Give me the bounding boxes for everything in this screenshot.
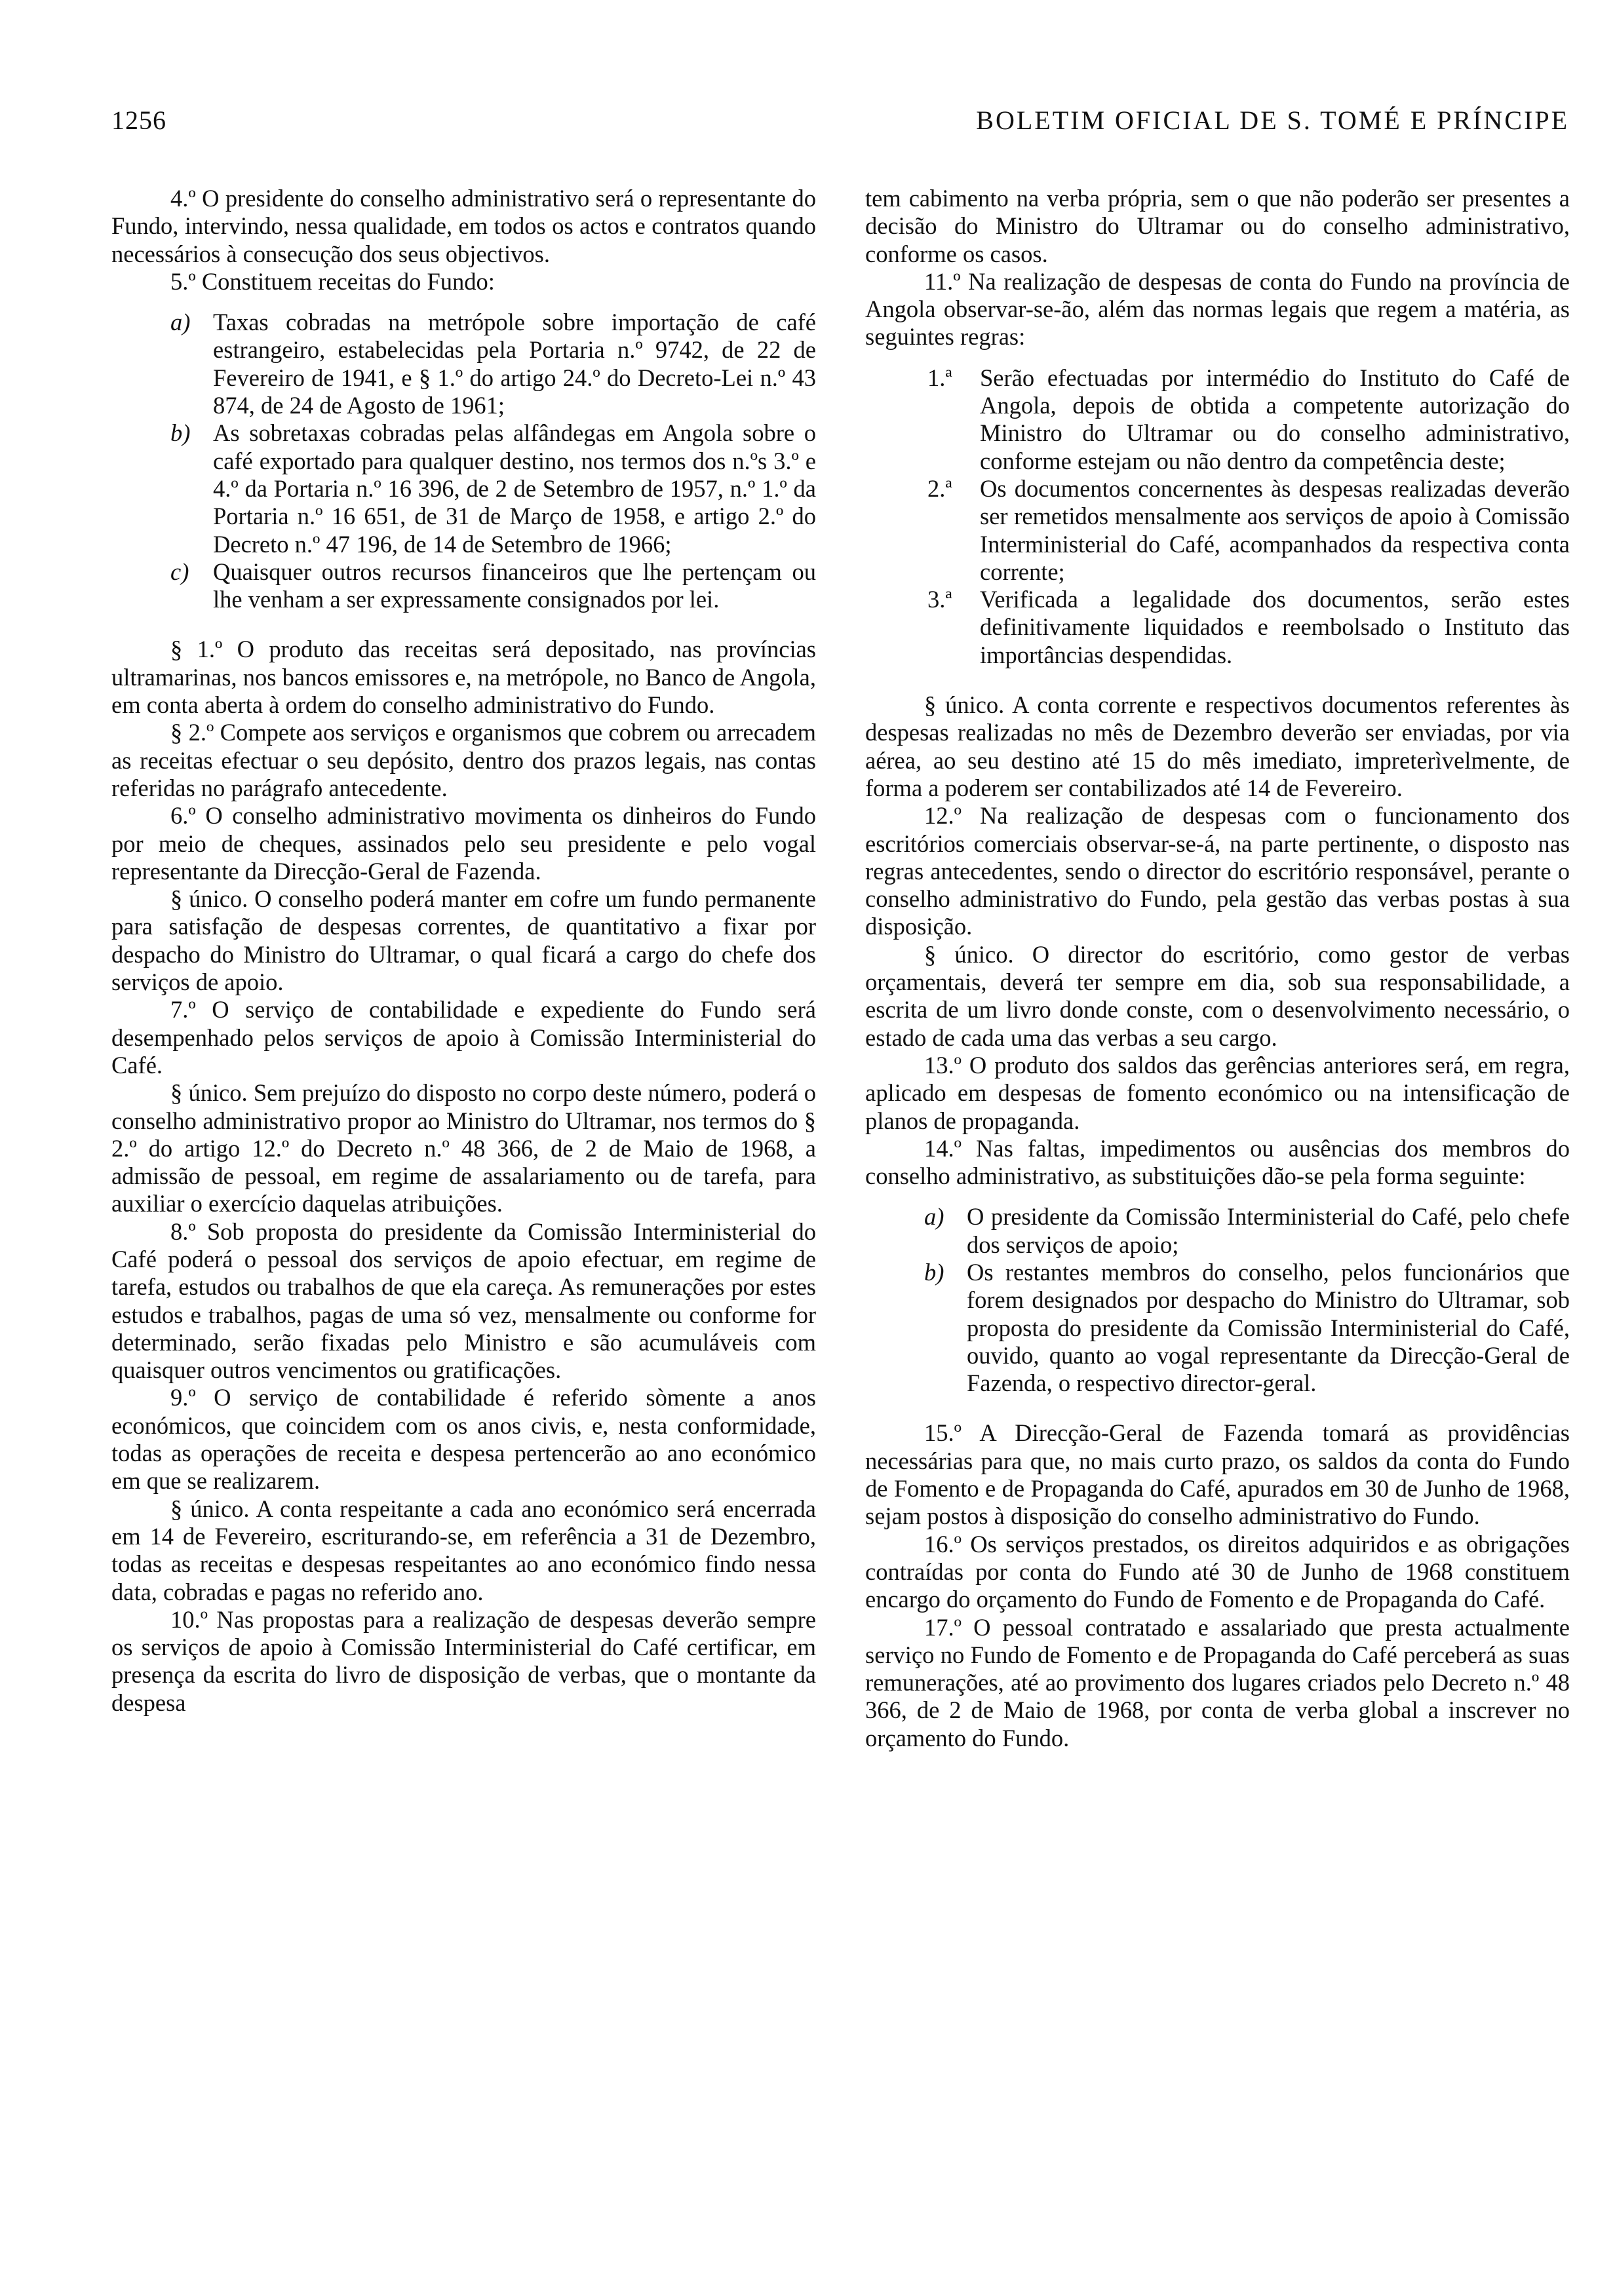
list-item (865, 586, 1570, 669)
list-item (111, 419, 816, 558)
list-item (111, 309, 816, 419)
paragraph: 14.º Nas faltas, impedimentos ou ausências dos membros do conselho administrativo, as substituições dão-se pela forma seguinte: (865, 1134, 1570, 1190)
paragraph: § único. A conta respeitante a cada ano económico será encerrada em 14 de Fevereiro, escriturando-se, em referência a 31 de Dezembro, todas as receitas e despesas respeitantes ao ano económico findo nessa data, cobradas e pagas no referido ano. (111, 1495, 816, 1605)
list-marker: a) (170, 309, 191, 336)
paragraph: 10.º Nas propostas para a realização de despesas deverão sempre os serviços de apoio à Comissão Interministerial do Café certificar, em presença da escrita do livro de disposição de verbas, que o montante da despesa (111, 1605, 816, 1716)
list-item-text: Serão efectuadas por intermédio do Instituto do Café de Angola, depois de obtida a competente autorização do Ministro do Ultramar ou do conselho administrativo, conforme estejam ou não dentro da competência deste; (980, 364, 1570, 474)
paragraph: 17.º O pessoal contratado e assalariado que presta actualmente serviço no Fundo de Fomento e de Propaganda do Café perceberá as suas remunerações, até ao provimento dos lugares criados pelo Decreto n.º 48 366, de 2 de Maio de 1968, por conta de verba global a inscrever no orçamento do Fundo. (865, 1613, 1570, 1751)
paragraph: 7.º O serviço de contabilidade e expediente do Fundo será desempenhado pelos serviços de apoio à Comissão Interministerial do Café. (111, 996, 816, 1079)
page-header (111, 105, 1569, 144)
list-item-text: Os documentos concernentes às despesas realizadas deverão ser remetidos mensalmente aos serviços de apoio à Comissão Interministerial do Café, acompanhados da respectiva conta corrente; (980, 474, 1570, 585)
list-item-text: O presidente da Comissão Interministerial do Café, pelo chefe dos serviços de apoio; (967, 1203, 1570, 1258)
paragraph: 15.º A Direcção-Geral de Fazenda tomará as providências necessárias para que, no mais curto prazo, os saldos da conta do Fundo de Fomento e de Propaganda do Café, apurados em 30 de Junho de 1968, sejam postos à disposição do conselho administrativo do Fundo. (865, 1419, 1570, 1530)
list-item-text: Taxas cobradas na metrópole sobre importação de café estrangeiro, estabelecidas pela Portaria n.º 9742, de 22 de Fevereiro de 1941, e § 1.º do artigo 24.º do Decreto-Lei n.º 43 874, de 24 de Agosto de 1961; (213, 309, 816, 419)
paragraph: 5.º Constituem receitas do Fundo: (170, 267, 495, 295)
publication-title: BOLETIM OFICIAL DE S. TOMÉ E PRÍNCIPE (976, 105, 1569, 135)
list-item-text: Quaisquer outros recursos financeiros que lhe pertençam ou lhe venham a ser expressamente consignados por lei. (213, 558, 816, 613)
list-item (865, 1203, 1570, 1259)
list-item-text: As sobretaxas cobradas pelas alfândegas em Angola sobre o café exportado para qualquer destino, nos termos dos n.ºs 3.º e 4.º da Portaria n.º 16 396, de 2 de Setembro de 1957, n.º 1.º da Portaria n.º 16 651, de 31 de Março de 1958, e artigo 2.º do Decreto n.º 47 196, de 14 de Setembro de 1966; (213, 419, 816, 558)
paragraph: 8.º Sob proposta do presidente da Comissão Interministerial do Café poderá o pessoal dos serviços de apoio efectuar, em regime de tarefa, estudos ou trabalhos de que ela careça. As remunerações por estes estudos e trabalhos, pagas de uma só vez, mensalmente ou conforme for determinado, serão fixadas pelo Ministro e são acumuláveis com quaisquer outros vencimentos ou gratificações. (111, 1217, 816, 1384)
list-item (111, 558, 816, 614)
paragraph: 12.º Na realização de despesas com o funcionamento dos escritórios comerciais observar-se-á, na parte pertinente, o disposto nas regras antecedentes, sendo o director do escritório responsável, perante o conselho administrativo do Fundo, pela gestão das verbas postas à sua disposição. (865, 802, 1570, 940)
paragraph: § 1.º O produto das receitas será depositado, nas províncias ultramarinas, nos bancos emissores e, na metrópole, no Banco de Angola, em conta aberta à ordem do conselho administrativo do Fundo. (111, 636, 816, 719)
paragraph: 11.º Na realização de despesas de conta do Fundo na província de Angola observar-se-ão, além das normas legais que regem a matéria, as seguintes regras: (865, 267, 1570, 351)
revenue-list (111, 309, 816, 613)
page-number: 1256 (111, 105, 166, 135)
list-marker: c) (170, 558, 189, 585)
list-item (865, 475, 1570, 586)
list-marker: 1.ª (927, 364, 952, 391)
paragraph: § 2.º Compete aos serviços e organismos que cobrem ou arrecadem as receitas efectuar o seu depósito, dentro dos prazos legais, nas contas referidas no parágrafo antecedente. (111, 719, 816, 801)
rules-list (865, 364, 1570, 669)
paragraph: § único. O director do escritório, como gestor de verbas orçamentais, deverá ter sempre em dia, sob sua responsabilidade, a escrita de um livro donde conste, com o desenvolvimento necessário, o estado de cada uma das verbas a seu cargo. (865, 940, 1570, 1051)
paragraph: 6.º O conselho administrativo movimenta os dinheiros do Fundo por meio de cheques, assinados pelo seu presidente e pelo vogal representante da Direcção-Geral de Fazenda. (111, 802, 816, 885)
paragraph: 4.º O presidente do conselho administrativo será o representante do Fundo, intervindo, nessa qualidade, em todos os actos e contratos quando necessários à consecução dos seus objectivos. (111, 185, 816, 267)
left-column (111, 185, 816, 1717)
paragraph: 16.º Os serviços prestados, os direitos adquiridos e as obrigações contraídas por conta do Fundo até 30 de Junho de 1968 constituem encargo do orçamento do Fundo de Fomento e de Propaganda do Café. (865, 1530, 1570, 1613)
list-item-text: Os restantes membros do conselho, pelos funcionários que forem designados por despacho do Ministro do Ultramar, sob proposta do presidente da Comissão Interministerial do Café, ouvido, quanto ao vogal representante da Direcção-Geral de Fazenda, o respectivo director-geral. (967, 1258, 1570, 1397)
right-column (865, 185, 1570, 1752)
list-marker: b) (170, 419, 191, 447)
paragraph: § único. A conta corrente e respectivos documentos referentes às despesas realizadas no mês de Dezembro deverão ser enviadas, por via aérea, ao seu destino até 15 do mês imediato, impreterìvelmente, de forma a poderem ser contabilizados até 14 de Fevereiro. (865, 691, 1570, 801)
paragraph: § único. O conselho poderá manter em cofre um fundo permanente para satisfação de despesas correntes, de quantitativo a fixar por despacho do Ministro do Ultramar, o qual ficará a cargo do chefe dos serviços de apoio. (111, 885, 816, 996)
substitution-list (865, 1203, 1570, 1397)
paragraph: § único. Sem prejuízo do disposto no corpo deste número, poderá o conselho administrativo propor ao Ministro do Ultramar, nos termos do § 2.º do artigo 12.º do Decreto n.º 48 366, de 2 de Maio de 1968, a admissão de pessoal, em regime de assalariamento ou de tarefa, para auxiliar o exercício daquelas atribuições. (111, 1079, 816, 1217)
list-item (865, 1259, 1570, 1397)
list-marker: 2.ª (927, 474, 952, 502)
list-marker: b) (924, 1258, 944, 1286)
list-marker: a) (924, 1203, 944, 1231)
list-item-text: Verificada a legalidade dos documentos, serão estes definitivamente liquidados e reembolsado o Instituto das importâncias despendidas. (980, 586, 1570, 668)
list-marker: 3.ª (927, 586, 952, 613)
paragraph: 9.º O serviço de contabilidade é referido sòmente a anos económicos, que coincidem com os anos civis, e, nesta conformidade, todas as operações de receita e despesa pertencerão ao ano económico em que se realizarem. (111, 1384, 816, 1495)
list-item (865, 364, 1570, 475)
paragraph: tem cabimento na verba própria, sem o que não poderão ser presentes a decisão do Ministro do Ultramar ou do conselho administrativo, conforme os casos. (865, 185, 1570, 267)
paragraph: 13.º O produto dos saldos das gerências anteriores será, em regra, aplicado em despesas de fomento económico ou na intensificação de planos de propaganda. (865, 1051, 1570, 1134)
